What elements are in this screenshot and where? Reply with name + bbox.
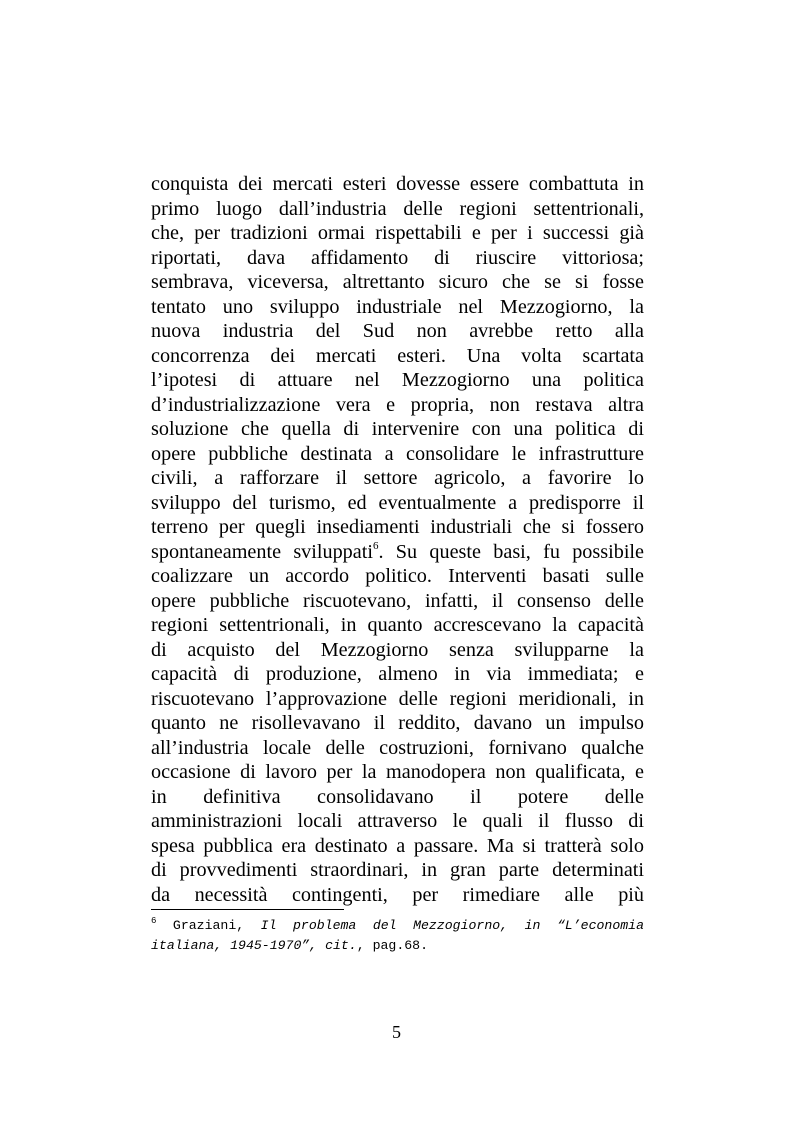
footnote-source: “L’economia [556, 918, 644, 933]
page-number: 5 [392, 1022, 401, 1042]
footnote-in: , in [500, 918, 557, 933]
footnote-separator [151, 909, 344, 910]
text-line: spesa pubblica era destinato a passare. Ma si tratterà solo [151, 834, 644, 857]
text-line: di provvedimenti straordinari, in gran parte determinati [151, 859, 644, 881]
text-line: sembrava, viceversa, altrettanto sicuro che se si fosse [151, 271, 644, 293]
footnote-reference[interactable]: 6 [372, 539, 379, 552]
text-line: occasione di lavoro per la manodopera non qualificata, e [151, 761, 644, 783]
text-line: d’industrializzazione vera e propria, non restava altra [151, 393, 644, 416]
text-line: civili, a rafforzare il settore agricolo, a favorire lo [151, 467, 644, 489]
footnote [151, 916, 644, 956]
text-segment: spontaneamente sviluppati [151, 540, 373, 563]
footnote-author: Graziani, [156, 918, 261, 933]
text-line: soluzione che quella di intervenire con una politica di [151, 418, 644, 440]
text-line: capacità di produzione, almeno in via immediata; e [151, 663, 644, 685]
text-line: regioni settentrionali, in quanto accrescevano la capacità [151, 614, 644, 636]
footnote-title: Il problema del Mezzogiorno [260, 918, 501, 933]
text-line: l’ipotesi di attuare nel Mezzogiorno una politica [151, 369, 644, 391]
text-line: opere pubbliche destinata a consolidare le infrastrutture [151, 442, 644, 465]
text-line: riportati, dava affidamento di riuscire vittoriosa; [151, 246, 644, 269]
text-line: terreno per quegli insediamenti industriali che si fossero [151, 516, 644, 538]
footnote-source-cont: italiana, 1945-1970”, cit. [151, 938, 357, 953]
footnote-marker: 6 [151, 916, 157, 926]
text-line-with-footnote-ref [151, 540, 644, 565]
text-line: primo luogo dall’industria delle regioni settentrionali, [151, 197, 644, 220]
text-line: sviluppo del turismo, ed eventualmente a predisporre il [151, 491, 644, 514]
text-line: opere pubbliche riscuotevano, infatti, il consenso delle [151, 589, 644, 612]
text-line: di acquisto del Mezzogiorno senza svilupparne la [151, 638, 644, 661]
text-line: riscuotevano l’approvazione delle regioni meridionali, in [151, 687, 644, 710]
text-line: da necessità contingenti, per rimediare alle più [151, 883, 644, 906]
text-line: coalizzare un accordo politico. Interventi basati sulle [151, 565, 644, 587]
text-line: concorrenza dei mercati esteri. Una volta scartata [151, 344, 644, 367]
text-line: tentato uno sviluppo industriale nel Mezzogiorno, la [151, 295, 644, 318]
text-line: amministrazioni locali attraverso le quali il flusso di [151, 810, 644, 832]
footnote-line [151, 936, 644, 956]
text-line: in definitiva consolidavano il potere delle [151, 785, 644, 808]
text-line: nuova industria del Sud non avrebbe retto alla [151, 320, 644, 342]
text-line: quanto ne risollevavano il reddito, davano un impulso [151, 712, 644, 734]
text-segment: . Su queste basi, fu possibile [378, 540, 644, 563]
footnote-page-ref: , pag.68. [356, 938, 428, 953]
text-line: conquista dei mercati esteri dovesse essere combattuta in [151, 173, 644, 195]
text-line: che, per tradizioni ormai rispettabili e per i successi già [151, 222, 644, 244]
text-line: all’industria locale delle costruzioni, fornivano qualche [151, 736, 644, 759]
footnote-line [151, 916, 644, 936]
body-text [151, 172, 644, 907]
